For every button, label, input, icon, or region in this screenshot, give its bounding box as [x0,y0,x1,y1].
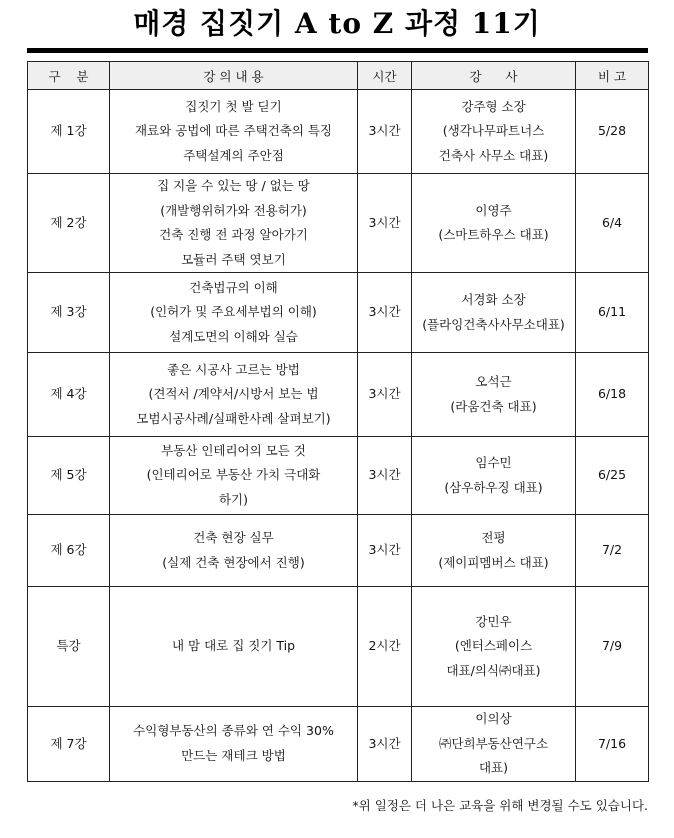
content-cell-line: 좋은 시공사 고르는 방법 [167,361,300,377]
lecturer-cell [412,353,576,437]
content-cell-line: (실제 건축 현장에서 진행) [162,554,305,570]
lecturer-cell-line: (스마트하우스 대표) [438,227,549,242]
division-cell: 제 3강 [28,273,110,353]
table-row [28,707,649,782]
content-cell [110,353,358,437]
content-cell-line: 부동산 인테리어의 모든 것 [161,442,306,458]
lecturer-cell [412,707,576,782]
content-cell [110,273,358,353]
note-cell: 6/4 [576,174,649,273]
table-row [28,174,649,273]
schedule-footnote: *위 일정은 더 나은 교육을 위해 변경될 수도 있습니다. [352,798,648,813]
time-cell: 3시간 [358,174,412,273]
table-row [28,437,649,515]
lecturer-cell-line: 이영주 [475,202,512,218]
content-cell [110,587,358,707]
lecturer-cell [412,273,576,353]
header-content: 강 의 내 용 [110,62,358,90]
content-cell-line: (인허가 및 주요세부법의 이해) [150,304,317,320]
header-division: 구 분 [28,62,110,90]
content-cell-line: 내 맘 대로 집 짓기 Tip [171,638,296,654]
content-cell-line: 만드는 재테크 방법 [181,747,286,763]
header-note: 비 고 [576,62,649,90]
division-cell: 제 5강 [28,437,110,515]
division-cell: 제 1강 [28,90,110,174]
note-cell: 6/25 [576,437,649,515]
time-cell: 3시간 [358,515,412,587]
time-cell: 3시간 [358,353,412,437]
content-cell [110,90,358,174]
note-cell: 6/18 [576,353,649,437]
content-cell-line: 건축 진행 전 과정 알아가기 [159,227,308,242]
division-cell: 특강 [28,587,110,707]
time-cell: 2시간 [358,587,412,707]
content-cell-line: 건축법규의 이해 [189,279,278,295]
division-cell: 제 7강 [28,707,110,782]
content-cell-line: 설계도면의 이해와 실습 [169,328,298,344]
lecturer-cell-line: (생각나무파트너스 [442,123,545,139]
content-cell-line: (개발행위허가와 전용허가) [160,202,307,218]
note-cell: 7/2 [576,515,649,587]
content-cell-line: 모듈러 주택 엿보기 [181,251,286,267]
content-cell-line: 건축 현장 실무 [193,530,274,545]
table-row [28,587,649,707]
table-header-row [28,62,649,90]
note-cell: 6/11 [576,273,649,353]
note-cell: 5/28 [576,90,649,174]
time-cell: 3시간 [358,707,412,782]
lecturer-cell-line: 대표/의식㈜대표) [446,662,541,678]
division-cell: 제 6강 [28,515,110,587]
header-time: 시간 [358,62,412,90]
header-lecturer: 강 사 [412,62,576,90]
content-cell-line: 모범시공사례/실패한사례 살펴보기) [136,410,331,426]
lecturer-cell-line: 강민우 [475,613,512,629]
lecturer-cell-line: ㈜단희부동산연구소 [438,735,549,751]
lecturer-cell [412,587,576,707]
lecturer-cell-line: (플라잉건축사사무소대표) [422,316,565,332]
time-cell: 3시간 [358,273,412,353]
lecturer-cell-line: 건축사 사무소 대표) [438,147,549,163]
content-cell-line: (견적서 /계약서/시방서 보는 법 [148,386,319,402]
lecturer-cell [412,515,576,587]
table-row [28,353,649,437]
lecture-schedule-table [27,61,649,782]
note-cell: 7/9 [576,587,649,707]
lecturer-cell-line: (제이피멤버스 대표) [438,554,549,570]
lecturer-cell-line: 서경화 소장 [461,292,526,307]
lecturer-cell [412,437,576,515]
page-title: 매경 집짓기 A to Z 과정 11기 [133,7,541,40]
content-cell-line: 수익형부동산의 종류와 연 수익 30% [133,723,334,739]
table-row [28,273,649,353]
content-cell [110,707,358,782]
lecturer-cell [412,90,576,174]
lecturer-cell-line: (삼우하우징 대표) [444,479,543,495]
lecturer-cell-line: 대표) [478,760,509,775]
lecturer-cell-line: 임수민 [475,455,512,470]
table-row [28,90,649,174]
division-cell: 제 2강 [28,174,110,273]
content-cell [110,515,358,587]
table-row [28,515,649,587]
content-cell-line: 재료와 공법에 따른 주택건축의 특징 [134,123,333,139]
title-divider [27,48,648,53]
content-cell [110,437,358,515]
lecturer-cell-line: 오석근 [475,374,512,389]
content-cell-line: 주택설계의 주안점 [183,147,284,163]
lecturer-cell-line: (라움건축 대표) [450,398,537,414]
lecturer-cell-line: (엔터스페이스 [454,638,533,654]
time-cell: 3시간 [358,437,412,515]
lecturer-cell-line: 강주형 소장 [461,98,526,114]
content-cell [110,174,358,273]
content-cell-line: 하기) [218,491,249,507]
division-cell: 제 4강 [28,353,110,437]
lecturer-cell-line: 이의상 [475,711,512,726]
lecturer-cell [412,174,576,273]
time-cell: 3시간 [358,90,412,174]
content-cell-line: 집짓기 첫 발 딛기 [185,98,282,114]
content-cell-line: (인테리어로 부동산 가치 극대화 [146,467,321,483]
note-cell: 7/16 [576,707,649,782]
content-cell-line: 집 지을 수 있는 땅 / 없는 땅 [157,178,310,193]
lecturer-cell-line: 전평 [481,530,506,545]
